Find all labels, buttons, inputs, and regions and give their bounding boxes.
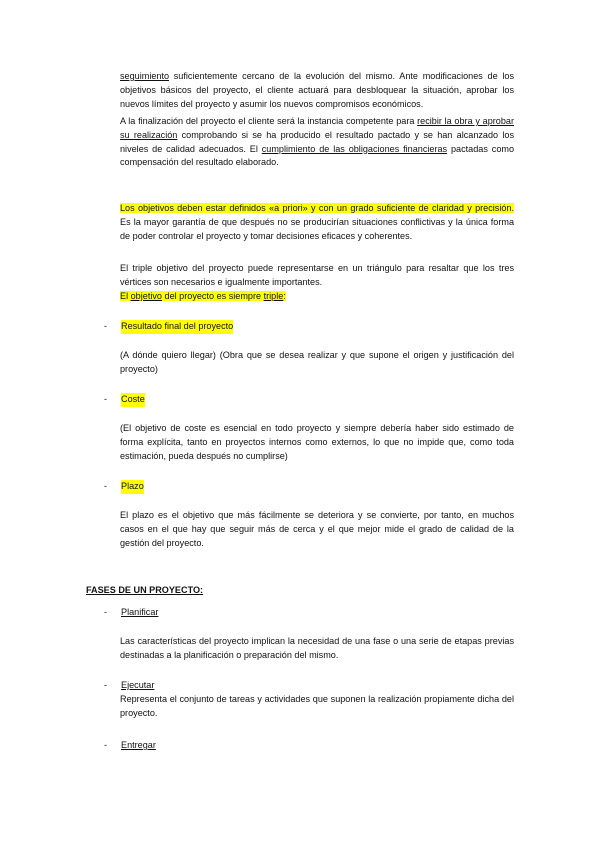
intro-text-1: suficientemente cercano de la evolución del mismo. Ante modificaciones de los objetivos básicos del proyecto, el cliente actuará para desbloquear la situación, aprobar los nuevos límites del proyecto y asumir los nuevos compromisos económicos. (120, 71, 514, 109)
triple-objective-line (120, 290, 286, 304)
bullet-resultado-text: (A dónde quiero llegar) (Obra que se desea realizar y que supone el origen y justificación del proyecto) (120, 350, 514, 374)
phase-label-ejecutar: Ejecutar (121, 680, 155, 690)
objectives-paragraph (120, 202, 514, 243)
intro-underlined-recibir: recibir la obra y aprobar su realización (120, 116, 514, 140)
intro-underlined-seguimiento: seguimiento (120, 71, 170, 81)
intro-text-2c: comprobando si se ha producido el resultado pactado y se han alcanzado los niveles de calidad adecuados. El (120, 129, 514, 154)
intro-paragraph-2 (120, 115, 514, 170)
objectives-highlight: Los objetivos deben estar definidos «a priori» y con un grado suficiente de claridad y precisión. (120, 203, 514, 213)
objectives-rest: Es la mayor garantía de que después no se producirían situaciones conflictivas y la única forma de poder controlar el proyecto y tomar decisiones eficaces y coherentes. (120, 216, 514, 241)
triple-text-c: del proyecto es siempre (161, 291, 264, 301)
intro-paragraph-1 (120, 70, 514, 111)
triple-text-triple: triple (263, 291, 284, 301)
phase-planificar-text: Las características del proyecto implican la necesidad de una fase o una serie de etapas previas destinadas a la planificación o preparación del mismo. (120, 636, 514, 660)
triple-highlight (120, 291, 286, 301)
intro-text-2a: A la finalización del proyecto el cliente será la instancia competente para (120, 116, 418, 126)
phase-label-planificar: Planificar (121, 607, 159, 617)
bullet-dash: - (104, 394, 108, 404)
phase-label-entregar: Entregar (121, 740, 156, 750)
bullet-dash: - (104, 321, 108, 331)
bullet-label-plazo: Plazo (121, 480, 144, 494)
triple-text-colon: : (283, 291, 286, 301)
phase-ejecutar-text: Representa el conjunto de tareas y actividades que suponen la realización propiamente dicha del proyecto. (120, 694, 514, 718)
triple-text-objetivo: objetivo (130, 291, 162, 301)
bullet-label-coste: Coste (121, 393, 145, 407)
bullet-plazo-text: El plazo es el objetivo que más fácilmente se deteriora y se convierte, por tanto, en muchos casos en el que hay que seguir más de cerca y el que mejor mide el grado de calidad de la gestión del proyecto. (120, 510, 514, 548)
bullet-coste-text: (El objetivo de coste es esencial en todo proyecto y siempre debería haber sido estimado de forma explícita, tanto en proyectos internos como externos, lo que no impide que, como toda estimación, pueda después no cumplirse) (120, 423, 514, 461)
bullet-dash: - (104, 680, 108, 690)
bullet-dash: - (104, 607, 108, 617)
triple-text-a: El (120, 291, 131, 301)
intro-text-2e: pactadas como compensación del resultado elaborado. (120, 143, 515, 168)
intro-underlined-cumplimiento: cumplimiento de las obligaciones financieras (261, 143, 448, 154)
triangle-paragraph: El triple objetivo del proyecto puede representarse en un triángulo para resaltar que los tres vértices son necesarios e igualmente importantes. (120, 263, 514, 287)
bullet-dash: - (104, 740, 108, 750)
phases-title: FASES DE UN PROYECTO: (86, 585, 204, 595)
bullet-label-resultado: Resultado final del proyecto (121, 320, 233, 334)
bullet-dash: - (104, 481, 108, 491)
